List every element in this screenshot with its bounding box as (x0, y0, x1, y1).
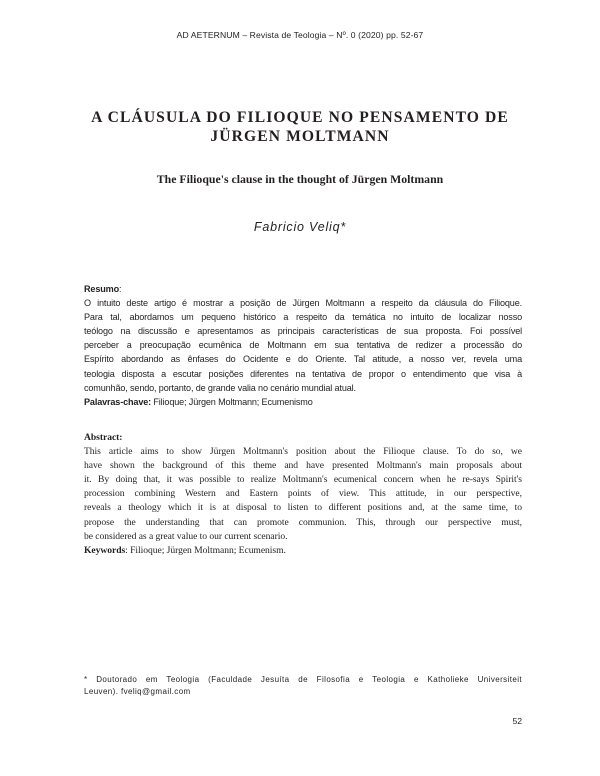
abstract-line: This article aims to show Jürgen Moltmann's position about the Filioque clause. To do so, we (84, 446, 522, 458)
palavras-chave-label: Palavras-chave: (84, 396, 152, 407)
resumo-label-colon: : (118, 284, 122, 294)
resumo-line: comunhão, sendo, portanto, de grande valia no cenário mundial atual. (84, 382, 356, 393)
resumo-line: Espírito abordando as ênfases do Ocidente e do Oriente. Tal atitude, a nosso ver, revela uma (84, 354, 522, 365)
resumo-line: Para tal, abordamos um pequeno histórico a respeito da temática no intuito de localizar nosso (84, 312, 522, 323)
keywords-text: : Filioque; Jürgen Moltmann; Ecumenism. (125, 544, 286, 556)
author-footnote (84, 674, 522, 698)
resumo-line: teólogo na discussão e apresentamos as principais características de sua proposta. Foi possível (84, 326, 522, 337)
abstract-line: reveals a theology which it is at disposal to listen to different positions and, at the same time, to (84, 502, 522, 514)
abstract-line: have shown the background of this theme and have presented Moltmann's main proposals about (84, 460, 522, 472)
abstract-label: Abstract: (84, 432, 123, 443)
footnote-line-1: * Doutorado em Teologia (Faculdade Jesuíta de Filosofia e Teologia e Katholieke Universiteit (84, 675, 522, 684)
resumo-line: perceber a preocupação ecumênica de Moltmann em sua tentativa de redizer a processão do (84, 340, 522, 351)
abstract-section (84, 431, 522, 558)
resumo-line: teologia disposta a escutar posições diferentes na tentativa de propor o entendimento que visa à (84, 368, 522, 379)
article-title-line-1: A CLÁUSULA DO FILIOQUE NO PENSAMENTO DE (91, 109, 509, 126)
footnote-line-2: Leuven). fveliq@gmail.com (84, 687, 191, 696)
abstract-line: be considered as a great value to our current scenario. (84, 530, 288, 542)
article-subtitle: The Filioque's clause in the thought of Jürgen Moltmann (156, 172, 444, 186)
abstract-line: procession combining Western and Eastern points of view. This attitude, in our perspective, (84, 488, 522, 500)
palavras-chave-text: Filioque; Jürgen Moltmann; Ecumenismo (151, 396, 313, 407)
abstract-line: it. By doing that, it was possible to realize Moltmann's ecumenical concern when he re-says Spirit's (84, 474, 522, 486)
article-title (60, 108, 540, 146)
keywords-label: Keywords (84, 544, 126, 556)
article-title-line-2: JÜRGEN MOLTMANN (210, 128, 390, 145)
abstract-keywords (84, 544, 522, 558)
abstract-line: propose the understanding that can promote communion. This, through our perspective must, (84, 516, 522, 528)
resumo-keywords (84, 395, 522, 409)
resumo-section (84, 282, 522, 409)
resumo-label: Resumo (84, 284, 119, 294)
resumo-line: O intuito deste artigo é mostrar a posição de Jürgen Moltmann a respeito da cláusula do Filioque. (84, 298, 522, 309)
author-name: Fabricio Veliq* (253, 220, 347, 234)
running-header: AD AETERNUM – Revista de Teologia – Nº. 0 (2020) pp. 52-67 (176, 30, 424, 40)
resumo-heading (84, 282, 522, 296)
page-number: 52 (512, 716, 522, 726)
